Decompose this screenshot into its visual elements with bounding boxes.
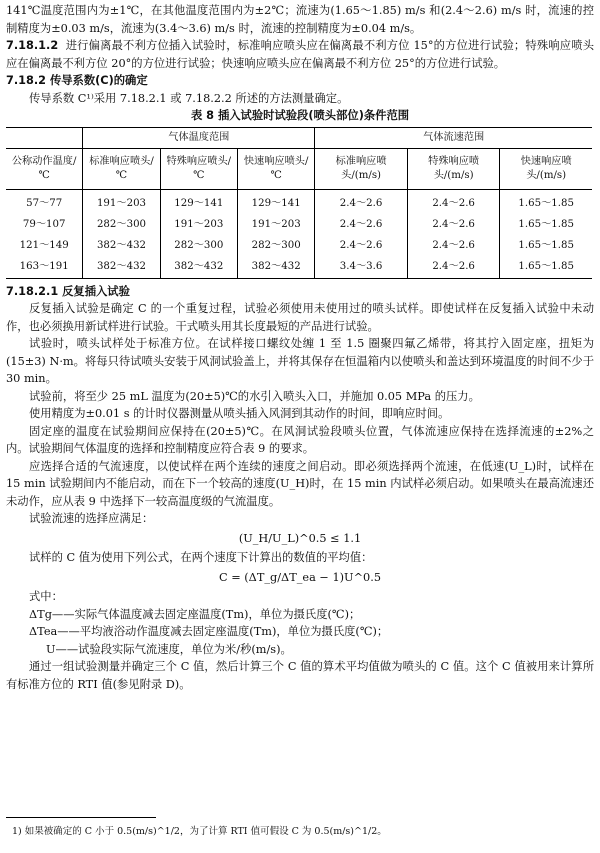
table-cell: 191～203 [237,215,314,236]
table-row [6,189,592,215]
table-cell: 282～300 [83,215,160,236]
document-page [6,2,594,693]
table-cell: 163～191 [19,261,69,272]
paragraph: 试验流速的选择应满足： [29,512,154,525]
table-cell: 2.4～2.6 [407,189,500,215]
table-cell: 129～141 [160,189,237,215]
paragraph: 试验前，将至少 25 mL 温度为(20±5)℃的水引入喷头入口，并施加 0.05 MPa 的压力。 [29,389,480,403]
intro-paragraph: 141℃温度范围内为±1℃，在其他温度范围内为±2℃；流速为(1.65～1.85) m/s 和(2.4～2.6) m/s 时，流速的控制精度为±0.03 m/s，流速为(3.4～3.6) m/s 时，流速的控制精度为±0.04 m/s。 [6,4,594,35]
where-label: 式中： [29,590,63,603]
table-cell: 2.4～2.6 [407,257,500,279]
footnote: 1) 如果被确定的 C 小于 0.5(m/s)^1/2，为了计算 RTI 值可假设 C 为 0.5(m/s)^1/2。 [12,826,387,837]
formula-velocity-ratio: (U_H/U_L)^0.5 ≤ 1.1 [238,531,362,545]
heading-7-18-2-1: 7.18.2.1 反复插入试验 [6,284,130,298]
table-cell: 2.4～2.6 [315,236,408,257]
paragraph: 反复插入试验是确定 C 的一个重复过程，试验必须使用未使用过的喷头试样。即使试样在反复插入试验中未动作，也必须换用新试样进行试验。干式喷头用其长度最短的产品进行试验。 [6,302,594,333]
section-number: 7.18.1.2 [6,39,59,52]
heading-7-18-2: 7.18.2 传导系数(C)的确定 [6,74,148,87]
col-header: 特殊响应喷头/(m/s) [407,148,500,189]
col-header: 标准响应喷头/(m/s) [315,148,408,189]
table-cell: 282～300 [237,236,314,257]
conditions-table [6,127,592,279]
section-text: 进行偏离最不利方位插入试验时，标准响应喷头应在偏离最不利方位 15°的方位进行试验；特殊响应喷头应在偏离最不利方位 20°的方位进行试验；快速响应喷头应在偏离最不利方位 25°的方位进行试验。 [6,39,594,70]
definition: U——试验段实际气流速度，单位为米/秒(m/s)。 [46,642,292,656]
table-cell: 3.4～3.6 [315,257,408,279]
table-cell: 1.65～1.85 [500,189,592,215]
paragraph: 试验时，喷头试样处于标准方位。在试样接口螺纹处缠 1 至 1.5 圈聚四氟乙烯带，将其拧入固定座，扭矩为(15±3) N·m。将每只待试喷头安装于风洞试验盖上，并将其保存在恒温箱内以使喷头和盖达到环境温度的时间不少于 30 min。 [6,337,594,385]
table-cell: 382～432 [83,236,160,257]
col-header: 公称动作温度/℃ [6,148,83,189]
definition: ΔTea——平均液浴动作温度减去固定座温度(Tm)，单位为摄氏度(℃)； [29,625,389,638]
table-cell: 2.4～2.6 [407,236,500,257]
table-row [6,257,592,279]
table-cell: 79～107 [22,219,66,230]
table-cell: 57～77 [26,198,63,209]
definition: ΔTg——实际气体温度减去固定座温度(Tm)，单位为摄氏度(℃)； [29,607,361,621]
table-row [6,236,592,257]
table-cell: 191～203 [83,189,160,215]
table-cell: 1.65～1.85 [500,257,592,279]
paragraph: 试样的 C 值为使用下列公式，在两个速度下计算出的数值的平均值： [29,551,373,564]
section-7-18-2-text: 传导系数 C¹⁾采用 7.18.2.1 或 7.18.2.2 所述的方法测量确定。 [29,91,349,105]
group-header-velocity: 气体流速范围 [315,127,592,148]
paragraph: 固定座的温度在试验期间应保持在(20±5)℃。在风洞试验段喷头位置，气体流速应保持在选择流速的±2%之内。试验期间气体温度的选择和控制精度应符合表 9 的要求。 [6,424,594,455]
table-cell: 382～432 [160,257,237,279]
group-header-temp: 气体温度范围 [83,127,315,148]
table-cell: 2.4～2.6 [315,189,408,215]
table-cell: 1.65～1.85 [500,236,592,257]
footnote-divider [6,817,156,818]
table-cell: 282～300 [160,236,237,257]
table-cell: 129～141 [237,189,314,215]
section-7-18-1-2 [6,37,594,72]
table-row [6,215,592,236]
table-cell: 191～203 [160,215,237,236]
formula-c-value: C = (ΔT_g/ΔT_ea − 1)U^0.5 [218,570,382,584]
table-cell: 1.65～1.85 [500,215,592,236]
col-header: 快速响应喷头/℃ [237,148,314,189]
table-cell: 121～149 [19,240,69,251]
paragraph: 应选择合适的气流速度，以使试样在两个连续的速度之间启动。即必须选择两个流速，在低速(U_L)时，试样在 15 min 试验期间内不能启动，而在下一个较高的速度(U_H)时，在 15 min 内试样必须启动。如果喷头在最高流速还未动作，应从表 9 中选择下一较高温度级的气流温度。 [6,459,594,508]
col-header: 标准响应喷头/℃ [83,148,160,189]
table-cell: 382～432 [237,257,314,279]
table-cell: 2.4～2.6 [315,215,408,236]
table-caption: 表 8 插入试验时试验段(喷头部位)条件范围 [190,109,410,122]
table-cell: 382～432 [83,257,160,279]
col-header: 特殊响应喷头/℃ [160,148,237,189]
table-cell: 2.4～2.6 [407,215,500,236]
closing-paragraph: 通过一组试验测量并确定三个 C 值，然后计算三个 C 值的算术平均值做为喷头的 C 值。这个 C 值被用来计算所有标准方位的 RTI 值(参见附录 D)。 [6,660,594,691]
col-header: 快速响应喷头/(m/s) [500,148,592,189]
paragraph: 使用精度为±0.01 s 的计时仪器测量从喷头插入风洞到其动作的时间，即响应时间。 [29,407,450,420]
